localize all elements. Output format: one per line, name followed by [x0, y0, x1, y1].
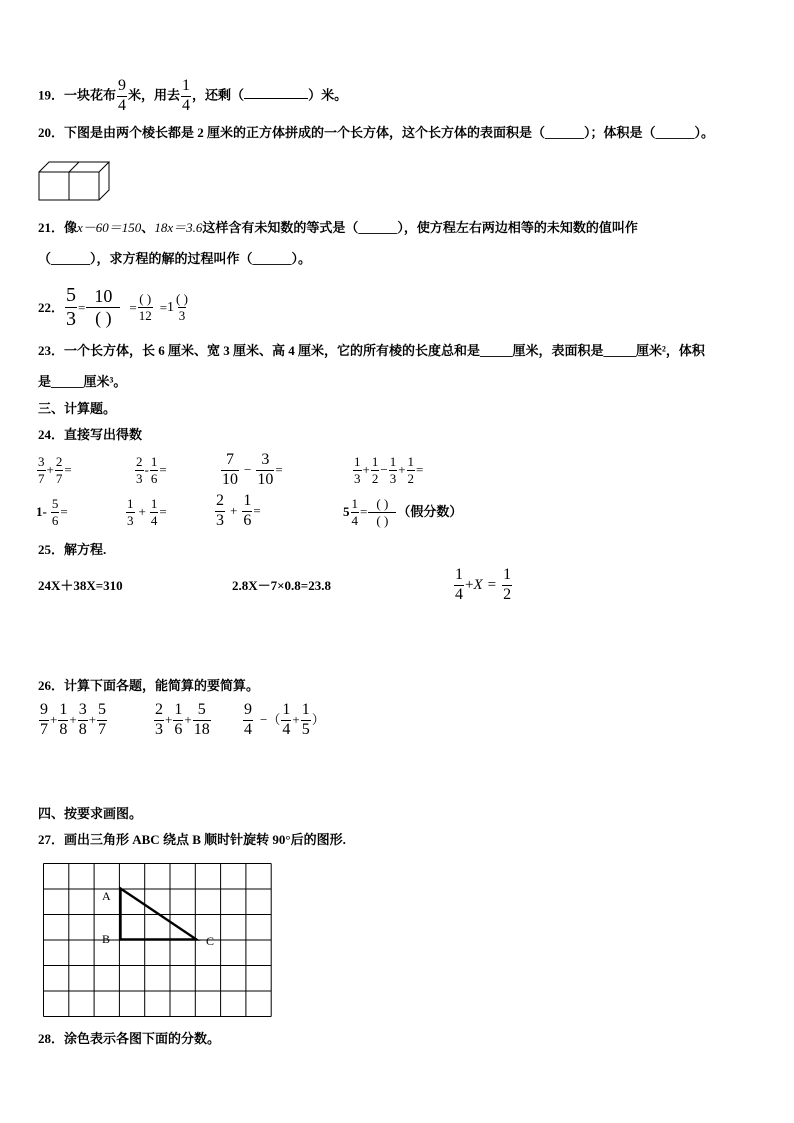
- q22-line: [38, 285, 190, 330]
- q21-line-2: （______），求方程的解的过程叫作（______）。: [38, 251, 312, 266]
- q25-equation-3: $\frac{1}{4}$ + X = $\frac{1}{2}$: [455, 566, 512, 603]
- q21-equation-1: x－60＝150: [77, 220, 142, 235]
- q23-line-2: 是_____厘米³。: [38, 374, 127, 389]
- q19-text-2: 米，用去: [128, 87, 181, 103]
- q22-number: 22．: [38, 299, 65, 315]
- q22-fraction-1: $\frac{5}{3}$: [66, 284, 77, 330]
- q21-separator: 、: [141, 220, 155, 235]
- cube-front-right: [69, 172, 99, 200]
- q22-equals-3: =: [159, 299, 168, 315]
- q22-equals-2: =: [129, 299, 137, 315]
- q19-text-3: ，还剩（: [192, 87, 245, 103]
- q20-line: 20．下图是由两个棱长都是 2 厘米的正方体拼成的一个长方体，这个长方体的表面积是（______）；体积是（______）。: [38, 125, 715, 140]
- q24-expr-8: 5 $\frac{1}{4}$ = $\frac{( )}{( )}$ （假分数）: [343, 496, 463, 528]
- cuboid-figure: [38, 160, 110, 202]
- q24-expr-6: $\frac{1}{3}$ + $\frac{1}{4}$ =: [127, 496, 167, 528]
- q22-fraction-2: $\frac{10}{( )}$: [86, 287, 120, 328]
- q21-line-1: [38, 220, 638, 236]
- q22-fraction-3: $\frac{( )}{12}$: [138, 291, 152, 323]
- cuboid-top-divider: [69, 162, 79, 172]
- label-c: C: [206, 934, 215, 948]
- q26-expr-1: $\frac{9}{7}$ + $\frac{1}{8}$ + $\frac{3}{8}$ + $\frac{5}{7}$: [40, 701, 107, 738]
- q22-fraction-4: $\frac{( )}{3}$: [176, 291, 188, 323]
- q19-answer-blank[interactable]: [244, 86, 308, 99]
- q26-title: 26．计算下面各题，能简算的要简算。: [38, 678, 260, 693]
- q28-title: 28．涂色表示各图下面的分数。: [38, 1031, 221, 1046]
- q19-line: [38, 78, 347, 115]
- q19-text-1: 一块花布: [64, 87, 117, 103]
- q24-expr-5: 1- $\frac{5}{6}$ =: [36, 496, 68, 528]
- label-b: B: [102, 932, 111, 946]
- label-a: A: [102, 889, 111, 903]
- q26-expr-3: $\frac{9}{4}$ − （ $\frac{1}{4}$ + $\frac{1}{5}$ ）: [244, 701, 325, 738]
- q26-expr-2: $\frac{2}{3}$ + $\frac{1}{6}$ + $\frac{5}{18}$: [155, 701, 210, 738]
- q24-expr-4: $\frac{1}{3}$ + $\frac{1}{2}$ − $\frac{1}{3}$ + $\frac{1}{2}$ =: [354, 454, 424, 486]
- q22-whole-number: 1: [167, 299, 175, 315]
- q21-text-rest: 这样含有未知数的等式是（______），使方程左右两边相等的未知数的值叫作: [202, 220, 638, 235]
- q24-expr-3: $\frac{7}{10}$ − $\frac{3}{10}$ =: [222, 451, 283, 488]
- q19-fraction-used: $\frac{1}{4}$: [182, 77, 191, 114]
- q25-title: 25．解方程.: [38, 542, 107, 557]
- q19-number: 19．: [38, 87, 65, 103]
- q21-text-start: 21．像: [38, 220, 78, 235]
- cube-front-left: [39, 172, 69, 200]
- q21-equation-2: 18x＝3.6: [154, 220, 203, 235]
- q23-line-1: 23．一个长方体，长 6 厘米、宽 3 厘米、高 4 厘米，它的所有棱的长度总和是_____厘米，表面积是_____厘米²，体积: [38, 343, 705, 358]
- rotation-grid[interactable]: [42, 862, 274, 1018]
- q24-expr-2: $\frac{2}{3}$ - $\frac{1}{6}$ =: [136, 454, 167, 486]
- q24-title: 24．直接写出得数: [38, 427, 143, 442]
- q25-equation-1: 24X＋38X=310: [38, 578, 123, 593]
- q24-expr-1: $\frac{3}{7}$ + $\frac{2}{7}$ =: [38, 454, 72, 486]
- q27-title: 27．画出三角形 ABC 绕点 B 顺时针旋转 90°后的图形.: [38, 832, 346, 847]
- q19-text-4: ）米。: [308, 87, 348, 103]
- q24-expr-7: $\frac{2}{3}$ + $\frac{1}{6}$ =: [216, 492, 261, 529]
- section-4-title: 四、按要求画图。: [38, 806, 143, 821]
- section-3-title: 三、计算题。: [38, 401, 117, 416]
- q25-equation-2: 2.8X－7×0.8=23.8: [232, 578, 331, 593]
- q19-fraction-total: $\frac{9}{4}$: [118, 77, 127, 114]
- q22-equals-1: =: [78, 299, 86, 315]
